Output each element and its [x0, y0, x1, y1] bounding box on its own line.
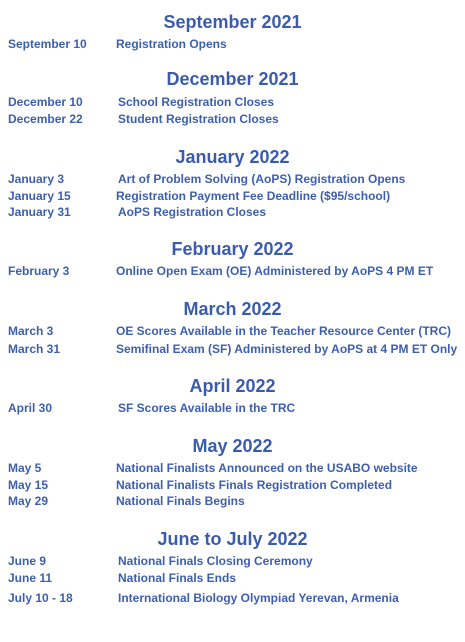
event-description: National Finals Ends — [118, 571, 237, 585]
event-description: National Finals Closing Ceremony — [118, 554, 313, 568]
event-date: January 15 — [8, 189, 71, 203]
event-description: National Finalists Finals Registration Completed — [116, 478, 393, 492]
event-date: May 15 — [8, 478, 49, 492]
section-heading-march-2022: March 2022 — [183, 299, 282, 319]
event-description: Registration Opens — [116, 37, 227, 51]
event-description: Online Open Exam (OE) Administered by AoPS 4 PM ET — [116, 264, 434, 278]
schedule-row — [0, 323, 465, 339]
event-description: Student Registration Closes — [118, 112, 279, 126]
schedule-row — [0, 477, 465, 493]
event-date: December 22 — [8, 112, 83, 126]
section-heading-april-2022: April 2022 — [189, 376, 276, 396]
section-heading-december-2021: December 2021 — [166, 69, 299, 89]
event-date: June 11 — [8, 571, 53, 585]
event-description: OE Scores Available in the Teacher Resource Center (TRC) — [116, 324, 451, 338]
event-description: AoPS Registration Closes — [118, 205, 267, 219]
event-description: SF Scores Available in the TRC — [118, 401, 296, 415]
section-heading-february-2022: February 2022 — [171, 239, 294, 259]
schedule-row — [0, 36, 465, 52]
event-description: Registration Payment Fee Deadline ($95/school) — [116, 189, 391, 203]
section-heading-june-july-2022: June to July 2022 — [157, 529, 308, 549]
section-heading-january-2022: January 2022 — [175, 147, 290, 167]
event-date: January 31 — [8, 205, 71, 219]
schedule-row — [0, 341, 465, 357]
schedule-row — [0, 111, 465, 127]
event-description: Semifinal Exam (SF) Administered by AoPS at 4 PM ET Only — [116, 342, 458, 356]
section-heading-september-2021: September 2021 — [163, 12, 302, 32]
section-heading-may-2022: May 2022 — [192, 436, 273, 456]
event-date: December 10 — [8, 95, 83, 109]
event-description: International Biology Olympiad Yerevan, Armenia — [118, 591, 399, 605]
event-date: May 29 — [8, 494, 49, 508]
event-description: National Finalists Announced on the USABO website — [116, 461, 418, 475]
schedule-row — [0, 263, 465, 279]
schedule-row — [0, 171, 465, 187]
schedule-row — [0, 553, 465, 569]
event-date: April 30 — [8, 401, 53, 415]
event-date: May 5 — [8, 461, 42, 475]
schedule-row — [0, 493, 465, 509]
event-description: Art of Problem Solving (AoPS) Registration Opens — [118, 172, 406, 186]
event-date: September 10 — [8, 37, 87, 51]
schedule-row — [0, 188, 465, 204]
schedule-row — [0, 590, 465, 606]
schedule-row — [0, 460, 465, 476]
event-date: March 31 — [8, 342, 61, 356]
event-date: February 3 — [8, 264, 70, 278]
schedule-row — [0, 94, 465, 110]
event-description: School Registration Closes — [118, 95, 275, 109]
event-date: July 10 - 18 — [8, 591, 73, 605]
schedule-row — [0, 570, 465, 586]
event-date: January 3 — [8, 172, 65, 186]
schedule-row — [0, 400, 465, 416]
event-date: June 9 — [8, 554, 47, 568]
event-date: March 3 — [8, 324, 54, 338]
schedule-row — [0, 204, 465, 220]
event-description: National Finals Begins — [116, 494, 245, 508]
